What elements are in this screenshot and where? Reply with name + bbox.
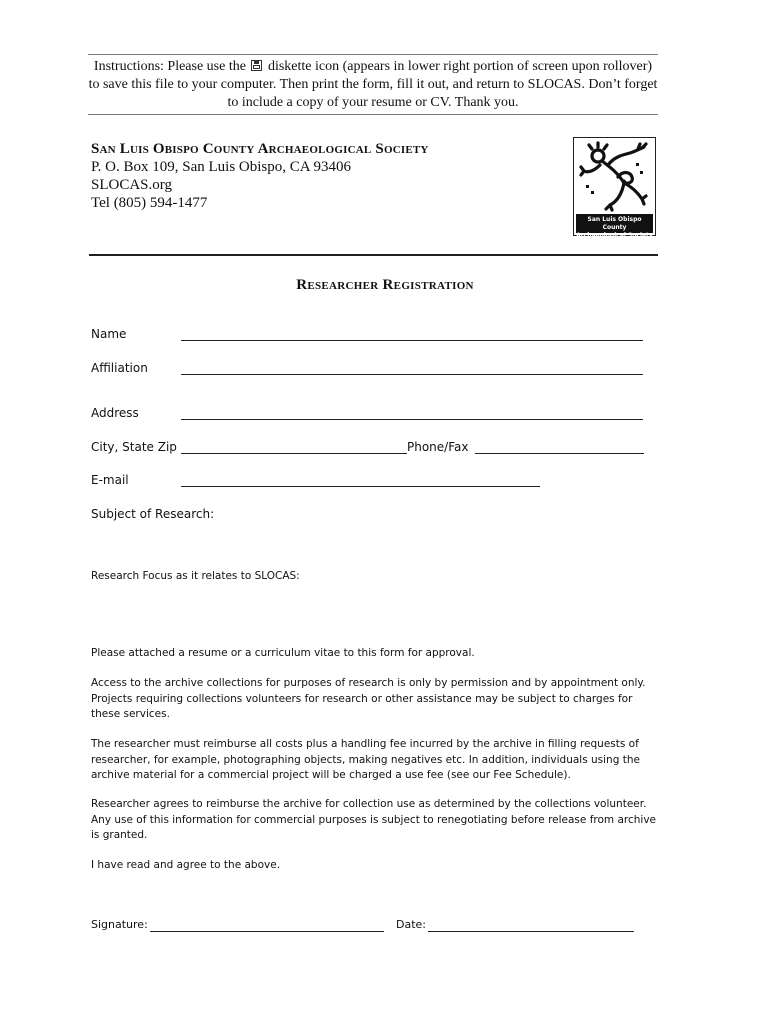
research-focus-label: Research Focus as it relates to SLOCAS: [91,570,300,582]
org-header [91,140,429,212]
email-field[interactable] [181,486,540,487]
org-name: San Luis Obispo County Archaeological Society [91,141,429,157]
affiliation-label: Affiliation [91,361,148,375]
date-label: Date: [396,918,426,931]
city-state-zip-field[interactable] [181,453,407,454]
instructions-box [88,54,658,115]
org-address: P. O. Box 109, San Luis Obispo, CA 93406 [91,159,352,175]
email-label: E-mail [91,473,129,487]
terms-paragraph-2: Access to the archive collections for purposes of research is only by permission and by appointment only. Projects requiring collections volunteers for research or other assistance may be subject to charges for these services. [91,677,646,720]
phone-fax-field[interactable] [475,453,644,454]
terms-paragraph-1: Please attached a resume or a curriculum vitae to this form for approval. [91,647,475,659]
org-website: SLOCAS.org [91,177,172,193]
org-phone: Tel (805) 594-1477 [91,195,208,211]
agreement-text: I have read and agree to the above. [91,859,281,871]
diskette-icon [251,60,262,71]
logo-caption [576,214,653,239]
date-field[interactable] [428,931,634,932]
signature-field[interactable] [150,931,384,932]
instructions-text-start: Instructions: Please use the [93,59,246,74]
instructions-text-rest: diskette icon (appears in lower right portion of screen upon rollover) to save this file to your computer. Then print the form, fill it out, and return to SLOCAS. Don’t forget to include a copy of your resume or CV. Thank you. [88,59,658,110]
address-label: Address [91,406,139,420]
affiliation-field[interactable] [181,374,643,375]
address-field[interactable] [181,419,643,420]
signature-label: Signature: [91,918,148,931]
org-logo [573,137,656,239]
name-field[interactable] [181,340,643,341]
logo-caption-line-1: San Luis Obispo County [587,216,642,231]
petroglyph-figure-icon [578,141,651,214]
name-label: Name [91,327,127,341]
form-title: Researcher Registration [296,277,474,293]
terms-paragraph-4: Researcher agrees to reimburse the archive for collection use as determined by the collections volunteer. Any use of this information for commercial purposes is subject to renegotiating before release from archive is granted. [91,798,657,841]
terms-paragraph-3: The researcher must reimburse all costs plus a handling fee incurred by the archive in filling requests of researcher, for example, photographing objects, making negatives etc. In addition, individuals using the archive material for a commercial project will be charged a use fee (see our Fee Schedule). [91,738,640,781]
header-divider [89,254,658,256]
logo-caption-line-2: Archaeological Society [576,232,653,239]
city-state-zip-label: City, State Zip [91,440,177,454]
subject-label: Subject of Research: [91,507,215,521]
phone-fax-label: Phone/Fax [407,440,469,454]
